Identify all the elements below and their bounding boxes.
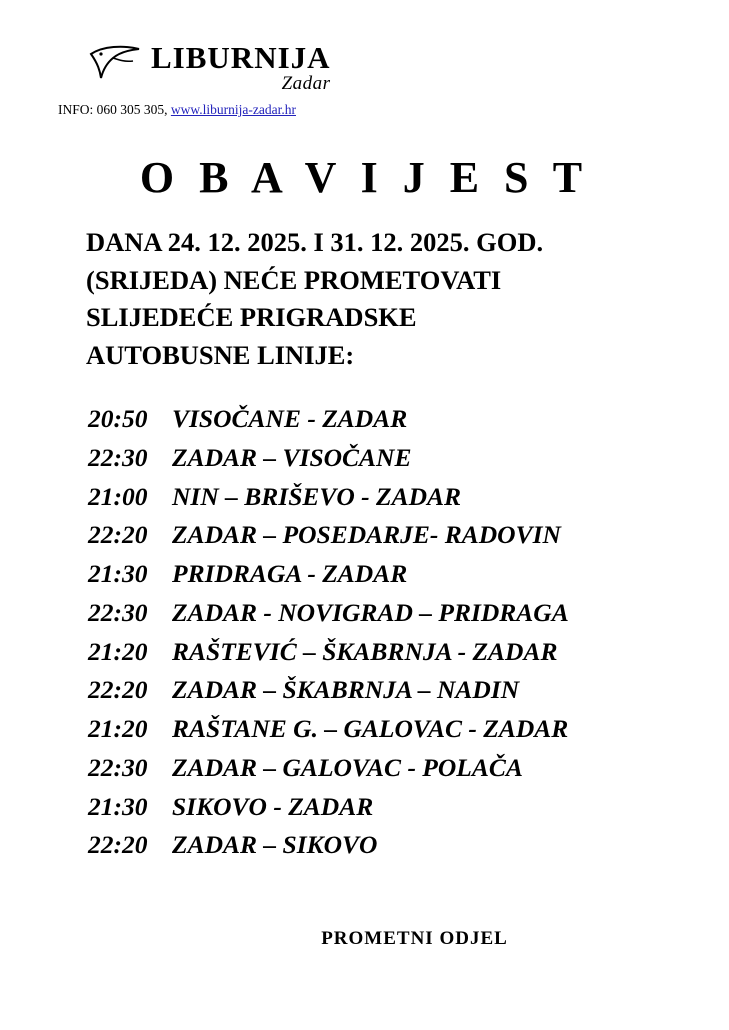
logo-wordmark xyxy=(151,42,331,93)
line-route: ZADAR – GALOVAC - POLAČA xyxy=(172,752,523,782)
info-contact-line xyxy=(58,102,678,118)
line-route: ZADAR - NOVIGRAD – PRIDRAGA xyxy=(172,597,569,627)
line-time: 21:30 xyxy=(88,559,148,588)
list-item xyxy=(88,788,698,827)
list-item xyxy=(88,671,698,710)
logo-name: LIBURNIJA xyxy=(151,40,331,75)
list-item xyxy=(88,439,698,478)
list-item xyxy=(88,478,698,517)
line-route: RAŠTEVIĆ – ŠKABRNJA - ZADAR xyxy=(172,636,558,666)
list-item xyxy=(88,516,698,555)
bus-lines-list xyxy=(88,400,698,865)
line-route: SIKOVO - ZADAR xyxy=(172,791,374,821)
line-time: 21:20 xyxy=(88,636,148,666)
line-time: 22:30 xyxy=(88,597,148,627)
line-time: 22:30 xyxy=(88,752,148,782)
line-time: 20:50 xyxy=(88,404,148,433)
list-item xyxy=(88,749,698,788)
line-route: VISOČANE - ZADAR xyxy=(172,404,408,433)
line-time: 21:00 xyxy=(88,481,148,511)
line-route: ZADAR – ŠKABRNJA – NADIN xyxy=(172,675,520,705)
list-item xyxy=(88,826,698,865)
notice-line-1: DANA 24. 12. 2025. I 31. 12. 2025. GOD. xyxy=(86,227,544,257)
notice-line-4: AUTOBUSNE LINIJE: xyxy=(86,339,355,370)
line-time: 22:20 xyxy=(88,520,148,550)
line-time: 22:20 xyxy=(88,830,148,860)
notice-paragraph xyxy=(86,224,686,375)
website-link[interactable]: www.liburnija-zadar.hr xyxy=(170,102,296,117)
list-item xyxy=(88,400,698,439)
list-item xyxy=(88,710,698,749)
line-route: PRIDRAGA - ZADAR xyxy=(172,559,408,588)
line-route: ZADAR – SIKOVO xyxy=(172,830,378,860)
line-time: 21:30 xyxy=(88,791,148,821)
document-footer: PROMETNI ODJEL xyxy=(321,928,508,949)
notice-line-3: SLIJEDEĆE PRIGRADSKE xyxy=(86,302,417,333)
list-item xyxy=(88,594,698,633)
notice-line-2: (SRIJEDA) NEĆE PROMETOVATI xyxy=(86,264,502,295)
line-route: RAŠTANE G. – GALOVAC - ZADAR xyxy=(172,714,569,743)
logo-subtitle: Zadar xyxy=(281,73,331,94)
info-phone: INFO: 060 305 305, xyxy=(58,102,168,117)
line-time: 22:20 xyxy=(88,675,148,705)
document-header xyxy=(58,42,678,118)
dolphin-icon xyxy=(89,44,145,82)
company-logo xyxy=(58,42,678,93)
line-time: 21:20 xyxy=(88,714,148,743)
list-item xyxy=(88,633,698,672)
line-route: NIN – BRIŠEVO - ZADAR xyxy=(172,481,462,511)
list-item xyxy=(88,555,698,594)
page-title: O B A V I J E S T xyxy=(139,153,590,202)
line-route: ZADAR – VISOČANE xyxy=(172,442,412,472)
line-time: 22:30 xyxy=(88,442,148,472)
line-route: ZADAR – POSEDARJE- RADOVIN xyxy=(172,520,561,550)
